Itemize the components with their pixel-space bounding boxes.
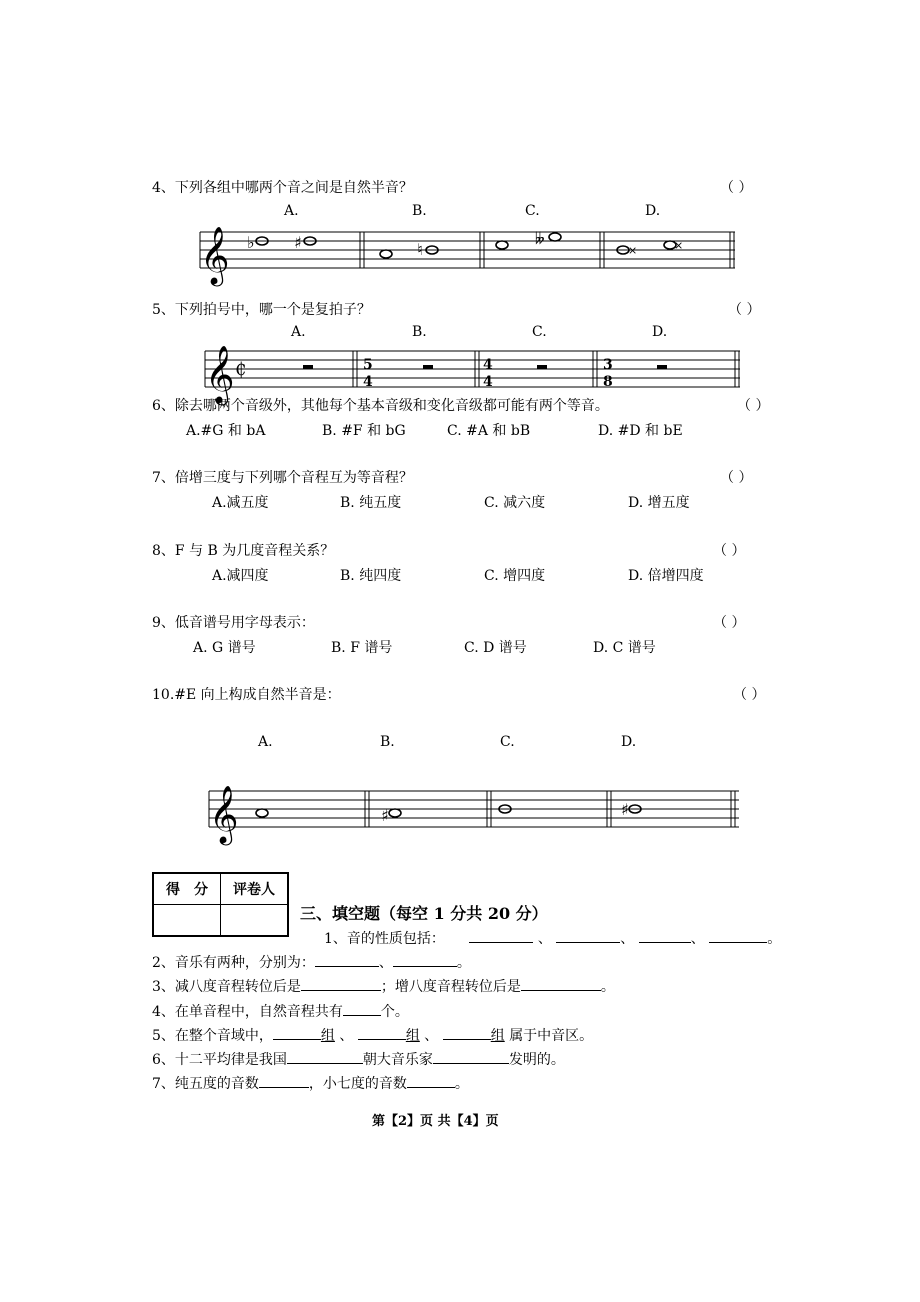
svg-text:3: 3	[603, 357, 613, 373]
q10-label-b: B.	[380, 734, 395, 750]
grader-cell[interactable]	[221, 905, 289, 937]
q8-option-a[interactable]: A.减四度	[212, 568, 269, 584]
section-3-title: 三、填空题（每空 1 分共 20 分）	[300, 904, 548, 923]
blank-3-1[interactable]	[301, 976, 381, 991]
blank-1-4[interactable]	[709, 928, 767, 943]
treble-clef-icon: 𝄞	[209, 785, 239, 843]
question-4-text: 4、下列各组中哪两个音之间是自然半音？	[152, 180, 413, 196]
q4-label-c: C.	[525, 203, 540, 219]
treble-clef-icon: 𝄞	[200, 226, 230, 284]
score-header: 得 分	[153, 873, 221, 905]
q10-label-d: D.	[621, 734, 637, 750]
svg-text:×: ×	[628, 244, 638, 257]
q4-label-b: B.	[412, 203, 427, 219]
q10-staff	[199, 781, 759, 843]
blank-2-1[interactable]	[315, 952, 379, 967]
blank-2-2[interactable]	[393, 952, 457, 967]
fill-item-1: 1、音的性质包括： 、 、 、 。	[324, 928, 781, 948]
question-8-answer-paren[interactable]: （ ）	[713, 543, 746, 559]
q7-option-d[interactable]: D. 增五度	[628, 495, 690, 511]
question-6-text: 6、除去哪两个音级外，其他每个基本音级和变化音级都可能有两个等音。	[152, 398, 609, 414]
svg-text:4: 4	[483, 357, 493, 373]
blank-5-3[interactable]	[443, 1025, 491, 1040]
svg-text:4: 4	[483, 374, 493, 390]
blank-1-3[interactable]	[639, 928, 691, 943]
grader-header: 评卷人	[221, 873, 289, 905]
q6-option-c[interactable]: C. #A 和 bB	[447, 423, 531, 439]
q5-staff	[195, 341, 755, 403]
fill-item-4: 4、在单音程中，自然音程共有 个。	[152, 1001, 409, 1021]
page-footer: 第【2】页 共【4】页	[372, 1114, 499, 1129]
q7-option-a[interactable]: A.减五度	[212, 495, 269, 511]
blank-7-1[interactable]	[259, 1073, 309, 1088]
svg-text:𝄫: 𝄫	[535, 229, 545, 248]
q8-option-b[interactable]: B. 纯四度	[340, 568, 402, 584]
q4-staff	[190, 222, 750, 284]
question-5-text: 5、下列拍号中，哪一个是复拍子？	[152, 302, 371, 318]
cut-time-symbol: ₵	[235, 359, 247, 380]
svg-text:8: 8	[603, 374, 613, 390]
svg-text:♯: ♯	[621, 800, 629, 819]
q5-label-d: D.	[652, 324, 668, 340]
q9-option-d[interactable]: D. C 谱号	[593, 640, 656, 656]
question-10-text: 10.#E 向上构成自然半音是：	[152, 687, 341, 703]
fill-item-2: 2、音乐有两种，分别为： 、 。	[152, 952, 471, 972]
question-8-text: 8、F 与 B 为几度音程关系？	[152, 543, 335, 559]
question-4-answer-paren[interactable]: （ ）	[720, 180, 753, 196]
q9-option-c[interactable]: C. D 谱号	[464, 640, 527, 656]
q10-label-c: C.	[500, 734, 515, 750]
question-6-answer-paren[interactable]: （ ）	[737, 398, 770, 414]
blank-1-2[interactable]	[556, 928, 620, 943]
q9-option-a[interactable]: A. G 谱号	[193, 640, 256, 656]
q10-label-a: A.	[258, 734, 273, 750]
blank-3-2[interactable]	[521, 976, 601, 991]
blank-4-1[interactable]	[343, 1001, 381, 1016]
fill-item-5: 5、在整个音域中， 组 、 组 、 组 属于中音区。	[152, 1025, 593, 1045]
svg-text:♯: ♯	[294, 233, 302, 252]
blank-5-1[interactable]	[273, 1025, 321, 1040]
svg-text:♯: ♯	[381, 806, 389, 825]
q9-option-b[interactable]: B. F 谱号	[331, 640, 393, 656]
score-table	[152, 872, 289, 937]
blank-6-2[interactable]	[433, 1049, 509, 1064]
svg-text:4: 4	[363, 374, 373, 390]
q7-option-c[interactable]: C. 减六度	[484, 495, 546, 511]
q4-label-a: A.	[284, 203, 299, 219]
q5-label-c: C.	[532, 324, 547, 340]
q5-label-a: A.	[291, 324, 306, 340]
question-9-answer-paren[interactable]: （ ）	[713, 615, 746, 631]
fill-item-3: 3、减八度音程转位后是 ；增八度音程转位后是 。	[152, 976, 615, 996]
q8-option-c[interactable]: C. 增四度	[484, 568, 546, 584]
question-5-answer-paren[interactable]: （ ）	[728, 302, 761, 318]
treble-clef-icon: 𝄞	[205, 345, 235, 403]
question-9-text: 9、低音谱号用字母表示：	[152, 615, 315, 631]
svg-text:♮: ♮	[417, 240, 423, 259]
q4-label-d: D.	[645, 203, 661, 219]
svg-text:×: ×	[674, 239, 684, 252]
q5-label-b: B.	[412, 324, 427, 340]
fill-item-7: 7、纯五度的音数 ，小七度的音数 。	[152, 1073, 469, 1093]
fill-item-6: 6、十二平均律是我国 朝大音乐家 发明的。	[152, 1049, 565, 1069]
blank-7-2[interactable]	[407, 1073, 455, 1088]
score-cell[interactable]	[153, 905, 221, 937]
svg-text:5: 5	[363, 357, 373, 373]
q6-option-d[interactable]: D. #D 和 bE	[598, 423, 683, 439]
q8-option-d[interactable]: D. 倍增四度	[628, 568, 704, 584]
q7-option-b[interactable]: B. 纯五度	[340, 495, 402, 511]
blank-1-1[interactable]	[469, 928, 533, 943]
blank-6-1[interactable]	[287, 1049, 363, 1064]
question-7-answer-paren[interactable]: （ ）	[720, 470, 753, 486]
q6-option-a[interactable]: A.#G 和 bA	[186, 423, 266, 439]
blank-5-2[interactable]	[358, 1025, 406, 1040]
svg-text:♭: ♭	[247, 233, 255, 252]
q6-option-b[interactable]: B. #F 和 bG	[322, 423, 406, 439]
question-7-text: 7、倍增三度与下列哪个音程互为等音程？	[152, 470, 413, 486]
question-10-answer-paren[interactable]: （ ）	[733, 687, 766, 703]
